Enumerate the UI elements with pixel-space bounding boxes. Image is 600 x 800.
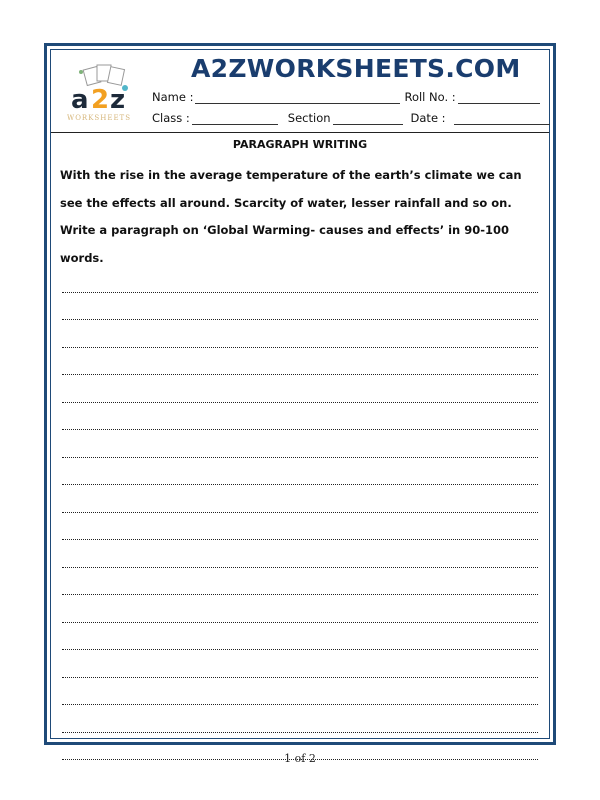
class-section-date-row <box>152 111 554 125</box>
logo-icon <box>63 62 143 128</box>
name-roll-row <box>152 90 544 104</box>
writing-line[interactable] <box>62 403 538 431</box>
section-field[interactable] <box>333 112 403 125</box>
page-indicator: 1 of 2 <box>284 752 316 765</box>
svg-text:a: a <box>71 85 89 115</box>
writing-line[interactable] <box>62 458 538 486</box>
roll-field[interactable] <box>458 91 540 104</box>
name-label: Name : <box>152 90 194 104</box>
writing-line[interactable] <box>62 265 538 293</box>
class-field[interactable] <box>192 112 278 125</box>
section-label: Section <box>287 111 331 125</box>
svg-text:WORKSHEETS: WORKSHEETS <box>67 114 132 122</box>
page-border <box>44 43 556 745</box>
worksheet-title: PARAGRAPH WRITING <box>232 138 368 151</box>
site-title: A2ZWORKSHEETS.COM <box>191 54 521 83</box>
svg-text:2: 2 <box>91 85 110 115</box>
writing-line[interactable] <box>62 348 538 376</box>
writing-line[interactable] <box>62 375 538 403</box>
writing-line[interactable] <box>62 513 538 541</box>
date-field[interactable] <box>454 112 550 125</box>
writing-lines[interactable] <box>62 265 538 760</box>
a2z-logo <box>63 62 143 128</box>
writing-line[interactable] <box>62 293 538 321</box>
class-label: Class : <box>152 111 190 125</box>
svg-text:z: z <box>110 85 126 115</box>
writing-line[interactable] <box>62 430 538 458</box>
writing-line[interactable] <box>62 540 538 568</box>
writing-prompt: With the rise in the average temperature of the earth’s climate we can see the effects all around. Scarcity of water, lesser rainfall and so on. Write a paragraph on ‘Global Warming- causes and effects’ in 90-100 words. <box>60 168 522 265</box>
writing-line[interactable] <box>62 705 538 733</box>
writing-line[interactable] <box>62 595 538 623</box>
roll-label: Roll No. : <box>404 90 456 104</box>
inner-border <box>50 49 550 739</box>
writing-line[interactable] <box>62 678 538 706</box>
writing-line[interactable] <box>62 320 538 348</box>
writing-line[interactable] <box>62 568 538 596</box>
writing-line[interactable] <box>62 485 538 513</box>
writing-line[interactable] <box>62 623 538 651</box>
writing-line[interactable] <box>62 650 538 678</box>
date-label: Date : <box>410 111 446 125</box>
name-field[interactable] <box>195 91 400 104</box>
worksheet-header <box>51 50 549 133</box>
